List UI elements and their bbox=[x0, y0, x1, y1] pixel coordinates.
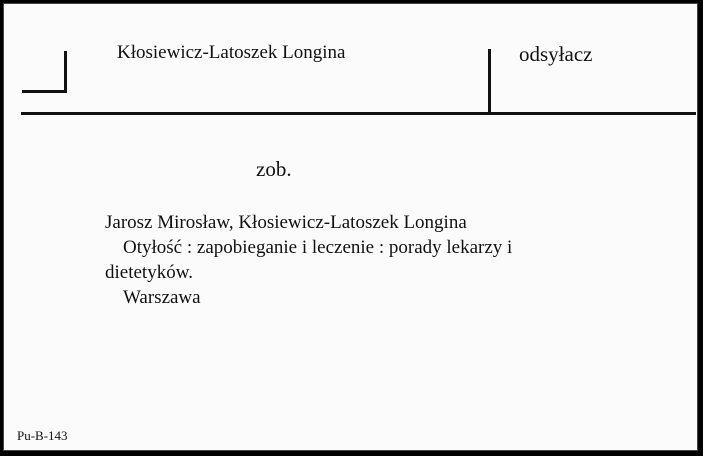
card-heading: Kłosiewicz-Latoszek Longina bbox=[117, 42, 346, 63]
bibliographic-entry bbox=[105, 210, 595, 310]
entry-title-line-2: dietetyków. bbox=[105, 262, 193, 283]
corner-mark-vertical bbox=[64, 51, 67, 92]
card-type-label: odsyłacz bbox=[519, 42, 593, 66]
catalog-card bbox=[3, 3, 698, 451]
see-reference-label: zob. bbox=[256, 157, 292, 181]
corner-mark-horizontal bbox=[22, 90, 67, 93]
header-horizontal-divider bbox=[21, 112, 696, 115]
entry-place: Warszawa bbox=[123, 287, 201, 308]
header-vertical-divider bbox=[488, 49, 491, 115]
entry-title-line-1: Otyłość : zapobieganie i leczenie : porady lekarzy i bbox=[123, 237, 513, 258]
card-code: Pu-B-143 bbox=[17, 428, 68, 443]
entry-authors: Jarosz Mirosław, Kłosiewicz-Latoszek Longina bbox=[105, 212, 467, 233]
